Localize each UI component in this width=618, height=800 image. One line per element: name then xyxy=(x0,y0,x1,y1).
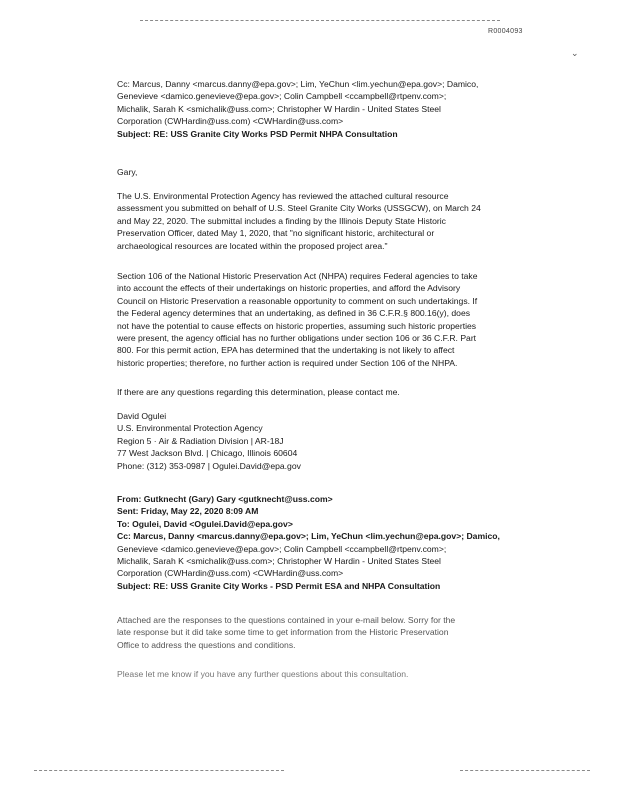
forwarded-header xyxy=(117,493,517,592)
forwarded-cc-line: Corporation (CWHardin@uss.com) <CWHardin@uss.com> xyxy=(117,568,344,579)
bates-number: R0004093 xyxy=(488,28,523,35)
signature-org: U.S. Environmental Protection Agency xyxy=(117,423,263,434)
paragraph-line: Council on Historic Preservation a reasonable opportunity to comment on such undertakings. If xyxy=(117,295,478,306)
scan-edge-bottom-left xyxy=(34,770,284,771)
forwarded-sent: Sent: Friday, May 22, 2020 8:09 AM xyxy=(117,506,259,517)
scan-edge-top xyxy=(140,20,500,21)
forwarded-from: From: Gutknecht (Gary) Gary <gutknecht@uss.com> xyxy=(117,494,333,504)
paragraph-line: into account the effects of their undertakings on historic properties, and afford the Advisory xyxy=(117,283,461,294)
forwarded-subject: Subject: RE: USS Granite City Works - PSD Permit ESA and NHPA Consultation xyxy=(117,580,441,591)
paragraph-line: assessment you submitted on behalf of U.S. Steel Granite City Works (USSGCW), on March 24 xyxy=(117,203,481,214)
forwarded-cc-line: Cc: Marcus, Danny <marcus.danny@epa.gov>; Lim, YeChun <lim.yechun@epa.gov>; Damico, xyxy=(117,531,500,542)
paragraph-line: Office to address the questions and conditions. xyxy=(117,639,296,650)
paragraph-line: archaeological resources are located within the proposed project area." xyxy=(117,240,388,251)
paragraph-attached-responses xyxy=(117,614,517,651)
paragraph-line: The U.S. Environmental Protection Agency has reviewed the attached cultural resource xyxy=(117,191,449,201)
reply-header xyxy=(117,78,517,140)
signature-division: Region 5 · Air & Radiation Division | AR-18J xyxy=(117,435,284,446)
paragraph-line: Section 106 of the National Historic Preservation Act (NHPA) requires Federal agencies to take xyxy=(117,271,478,281)
paragraph-line: historic properties; therefore, no further action is required under Section 106 of the NHPA. xyxy=(117,357,458,368)
scan-edge-bottom-right xyxy=(460,770,590,771)
forwarded-cc-line: Michalik, Sarah K <smichalik@uss.com>; Christopher W Hardin - United States Steel xyxy=(117,556,441,567)
paragraph-line: the Federal agency determines that an undertaking, as defined in 36 C.F.R.§ 800.16(y), does xyxy=(117,308,471,319)
paragraph-section-106 xyxy=(117,270,517,369)
paragraph-line: and May 22, 2020. The submittal includes a finding by the Illinois Deputy State Historic xyxy=(117,215,446,226)
signature-contact: Phone: (312) 353-0987 | Ogulei.David@epa.gov xyxy=(117,460,301,471)
signature-block xyxy=(117,410,517,472)
paragraph-line: were present, the agency official has no further obligations under section 106 or 36 C.F.R. Part xyxy=(117,333,477,344)
paragraph-line: Attached are the responses to the questions contained in your e-mail below. Sorry for the xyxy=(117,615,456,625)
forwarded-to: To: Ogulei, David <Ogulei.David@epa.gov> xyxy=(117,518,293,529)
paragraph-questions: If there are any questions regarding this determination, please contact me. xyxy=(117,387,400,397)
reply-cc-line: Michalik, Sarah K <smichalik@uss.com>; Christopher W Hardin - United States Steel xyxy=(117,103,441,114)
paragraph-line: Preservation Officer, dated May 1, 2020, that "no significant historic, architectural or xyxy=(117,228,435,239)
signature-address: 77 West Jackson Blvd. | Chicago, Illinois 60604 xyxy=(117,448,298,459)
corner-mark: ⌄ xyxy=(571,48,579,58)
reply-cc-line: Corporation (CWHardin@uss.com) <CWHardin@uss.com> xyxy=(117,116,344,127)
paragraph-closing: Please let me know if you have any further questions about this consultation. xyxy=(117,669,409,679)
reply-cc-line: Genevieve <damico.genevieve@epa.gov>; Colin Campbell <ccampbell@rtpenv.com>; xyxy=(117,91,447,102)
paragraph-line: not have the potential to cause effects on historic properties, assuming such historic properties xyxy=(117,320,477,331)
reply-cc-line: Cc: Marcus, Danny <marcus.danny@epa.gov>; Lim, YeChun <lim.yechun@epa.gov>; Damico, xyxy=(117,79,479,89)
forwarded-cc-line: Genevieve <damico.genevieve@epa.gov>; Colin Campbell <ccampbell@rtpenv.com>; xyxy=(117,543,447,554)
signature-name: David Ogulei xyxy=(117,411,167,421)
greeting: Gary, xyxy=(117,167,138,177)
paragraph-review xyxy=(117,190,517,252)
paragraph-line: late response but it did take some time to get information from the Historic Preservation xyxy=(117,627,449,638)
reply-subject: Subject: RE: USS Granite City Works PSD Permit NHPA Consultation xyxy=(117,128,398,139)
paragraph-line: 800. For this permit action, EPA has determined that the undertaking is not likely to affect xyxy=(117,345,455,356)
